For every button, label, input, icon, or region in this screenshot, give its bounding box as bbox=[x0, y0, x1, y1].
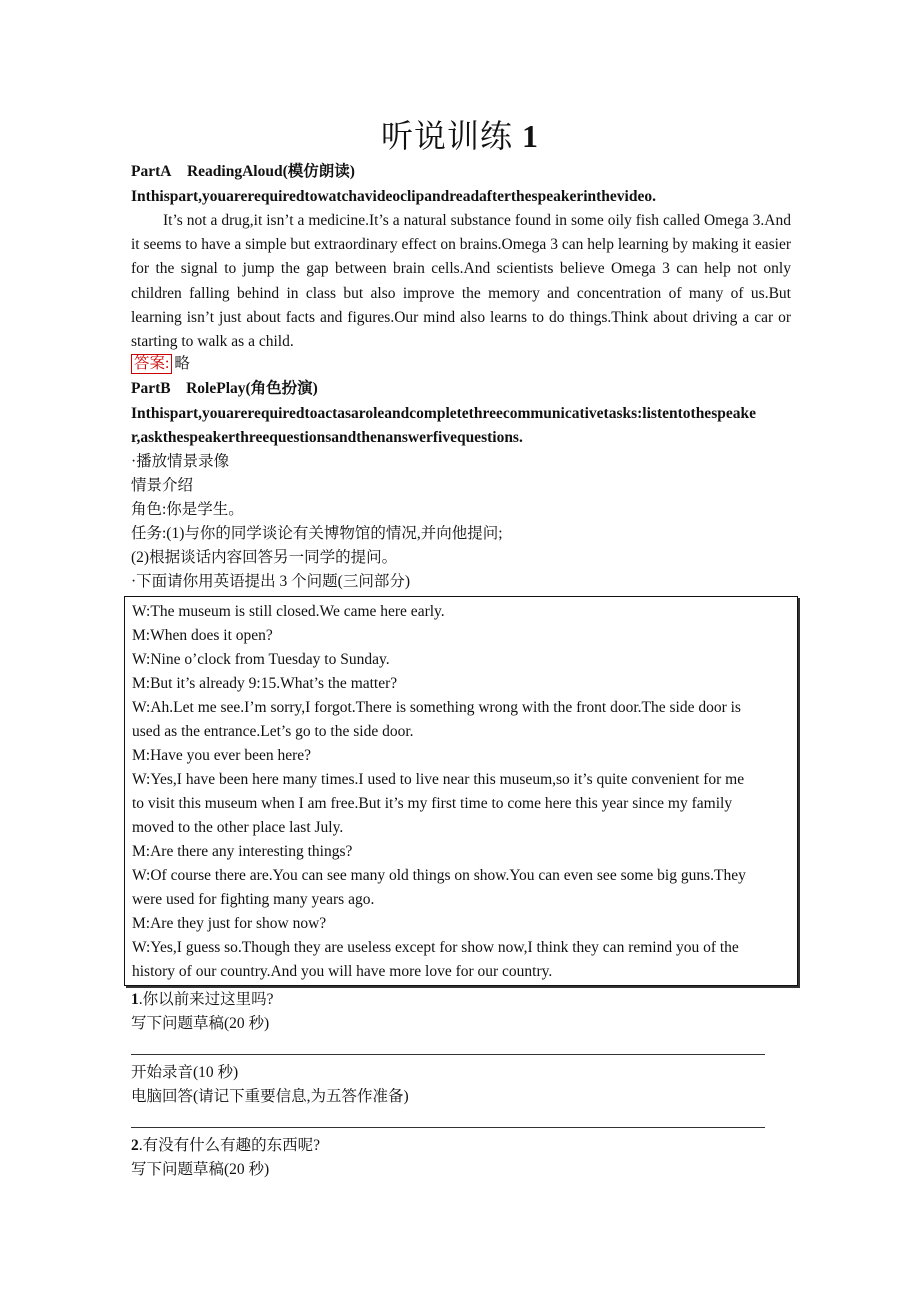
title-number: 1 bbox=[522, 118, 539, 154]
dialog-line: M:Are they just for show now? bbox=[132, 915, 327, 932]
question-1 bbox=[131, 988, 791, 1012]
dialog-line: to visit this museum when I am free.But it’s my first time to come here this year since my family bbox=[132, 795, 733, 812]
answer-line-2 bbox=[131, 1127, 765, 1128]
scenario-intro-line: 情景介绍 bbox=[131, 477, 194, 494]
dialog-line: W:Nine o’clock from Tuesday to Sunday. bbox=[132, 651, 390, 668]
question-2-number: 2 bbox=[131, 1137, 139, 1154]
dialog-line: M:But it’s already 9:15.What’s the matter? bbox=[132, 675, 398, 692]
dialog-line: used as the entrance.Let’s go to the side door. bbox=[132, 723, 414, 740]
ask-questions-line: ·下面请你用英语提出 3 个问题(三问部分) bbox=[131, 573, 410, 590]
question-2-text: .有没有什么有趣的东西呢? bbox=[138, 1137, 321, 1154]
part-b-heading: PartB RolePlay(角色扮演) bbox=[131, 380, 318, 397]
dialog-line: W:Yes,I guess so.Though they are useless except for show now,I think they can remind you of the bbox=[132, 939, 739, 956]
dialog-line: M:When does it open? bbox=[132, 627, 273, 644]
play-video-line: ·播放情景录像 bbox=[131, 453, 230, 470]
question-1-text: .你以前来过这里吗? bbox=[138, 991, 274, 1008]
question-1-number: 1 bbox=[131, 991, 139, 1008]
question-2 bbox=[131, 1134, 791, 1158]
answer-label: 答案: bbox=[131, 354, 172, 374]
question-2-draft: 写下问题草稿(20 秒) bbox=[131, 1161, 270, 1178]
dialog-line: moved to the other place last July. bbox=[132, 819, 344, 836]
dialog-line: history of our country.And you will have more love for our country. bbox=[132, 963, 553, 980]
page-title bbox=[0, 114, 920, 158]
dialog-line: W:Ah.Let me see.I’m sorry,I forgot.There is something wrong with the front door.The side door is bbox=[132, 699, 741, 716]
answer-value: 略 bbox=[174, 355, 190, 372]
part-b-instruction-line-2: r,askthespeakerthreequestionsandthenanswerfivequestions. bbox=[131, 429, 523, 446]
question-1-draft: 写下问题草稿(20 秒) bbox=[131, 1015, 270, 1032]
part-a-answer bbox=[131, 352, 791, 376]
task-line-1: 任务:(1)与你的同学谈论有关博物馆的情况,并向他提问; bbox=[131, 525, 503, 542]
dialog-line: were used for fighting many years ago. bbox=[132, 891, 375, 908]
task-line-2: (2)根据谈话内容回答另一同学的提问。 bbox=[131, 549, 398, 566]
dialog-line: W:Yes,I have been here many times.I used to live near this museum,so it’s quite convenient for me bbox=[132, 771, 745, 788]
answer-line-1 bbox=[131, 1054, 765, 1055]
dialog-line: M:Are there any interesting things? bbox=[132, 843, 353, 860]
dialog-line: M:Have you ever been here? bbox=[132, 747, 312, 764]
computer-answer-line: 电脑回答(请记下重要信息,为五答作准备) bbox=[131, 1088, 409, 1105]
part-a-heading: PartA ReadingAloud(模仿朗读) bbox=[131, 163, 355, 180]
part-a-instruction: Inthispart,youarerequiredtowatchavideoclipandreadafterthespeakerinthevideo. bbox=[131, 188, 656, 205]
dialog-box bbox=[124, 596, 798, 986]
part-b-instruction-line-1: Inthispart,youarerequiredtoactasaroleandcompletethreecommunicativetasks:listentothespeake bbox=[131, 405, 756, 422]
dialog-line: W:Of course there are.You can see many old things on show.You can even see some big guns.They bbox=[132, 867, 746, 884]
part-a-passage: It’s not a drug,it isn’t a medicine.It’s a natural substance found in some oily fish called Omega 3.And it seems to have a simple but extraordinary effect on brains.Omega 3 can help learning by making it easier for the signal to jump the gap between brain cells.And scientists believe Omega 3 can help not only children falling behind in class but also improve the memory and concentration of many of us.But learning isn’t just about facts and figures.Our mind also learns to do things.Think about driving a car or starting to walk as a child. bbox=[131, 212, 791, 351]
title-text: 听说训练 bbox=[380, 118, 513, 154]
start-recording-line: 开始录音(10 秒) bbox=[131, 1064, 239, 1081]
role-line: 角色:你是学生。 bbox=[131, 501, 244, 518]
dialog-line: W:The museum is still closed.We came here early. bbox=[132, 603, 445, 620]
